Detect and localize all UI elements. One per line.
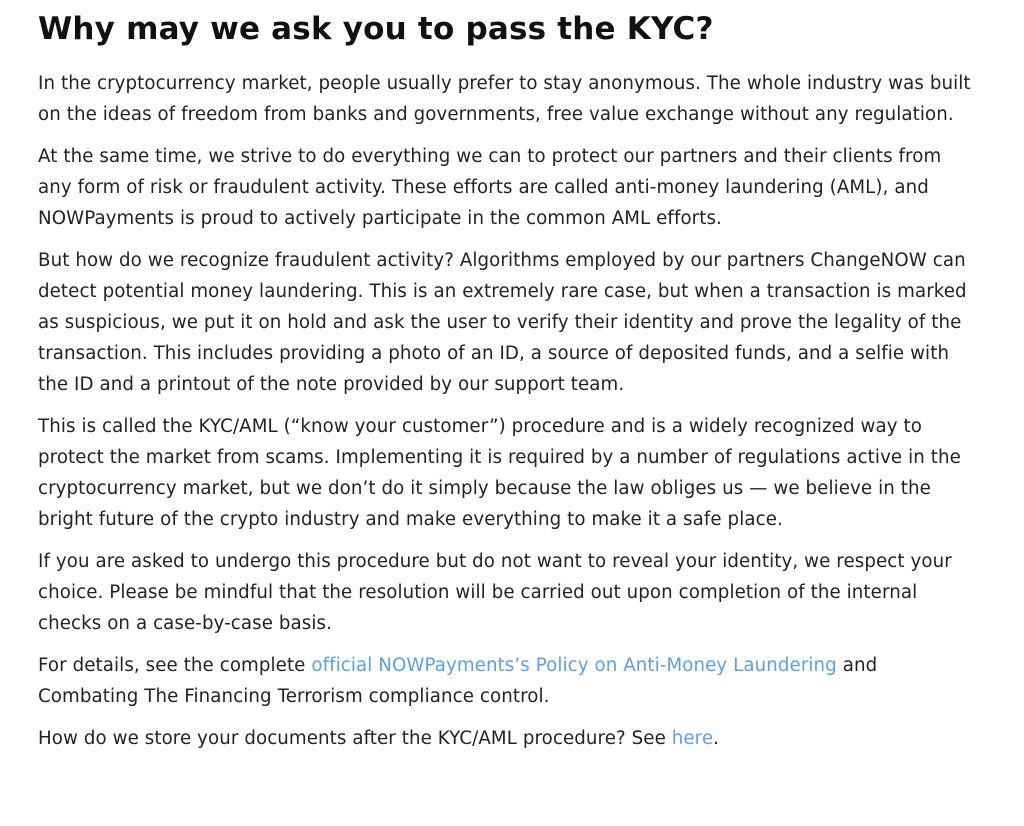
storage-text-before: How do we store your documents after the KYC/AML procedure? See — [38, 728, 672, 749]
paragraph-aml-efforts: At the same time, we strive to do everything we can to protect our partners and their clients from any form of risk or fraudulent activity. These efforts are called anti-money laundering (AML), and NOWPayments is proud to actively participate in the common AML efforts. — [38, 146, 942, 229]
here-link[interactable]: here — [671, 728, 714, 749]
paragraph-policy-details — [38, 650, 978, 712]
paragraph-document-storage — [38, 723, 978, 754]
page-title: Why may we ask you to pass the KYC? — [38, 11, 714, 47]
storage-text-after: . — [713, 728, 720, 749]
policy-text-after: and Combating The Financing Terrorism compliance control. — [38, 655, 878, 707]
aml-policy-link[interactable]: official NOWPayments’s Policy on Anti-Money Laundering — [311, 655, 837, 676]
paragraph-kyc-procedure: This is called the KYC/AML (“know your customer”) procedure and is a widely recognized way to protect the market from scams. Implementing it is required by a number of regulations active in the cryptocurrency market, but we don’t do it simply because the law obliges us — we believe in the bright future of the crypto industry and make everything to make it a safe place. — [38, 416, 961, 530]
paragraph-anonymity: In the cryptocurrency market, people usually prefer to stay anonymous. The whole industry was built on the ideas of freedom from banks and governments, free value exchange without any regulation. — [38, 73, 971, 125]
paragraph-respect-choice: If you are asked to undergo this procedure but do not want to reveal your identity, we respect your choice. Please be mindful that the resolution will be carried out upon completion of the internal checks on a case-by-case basis. — [38, 551, 952, 634]
policy-text-before: For details, see the complete — [38, 655, 312, 676]
paragraph-fraud-detection: But how do we recognize fraudulent activity? Algorithms employed by our partners ChangeNOW can detect potential money laundering. This is an extremely rare case, but when a transaction is marked as suspicious, we put it on hold and ask the user to verify their identity and prove the legality of the transaction. This includes providing a photo of an ID, a source of deposited funds, and a selfie with the ID and a printout of the note provided by our support team. — [38, 250, 967, 395]
